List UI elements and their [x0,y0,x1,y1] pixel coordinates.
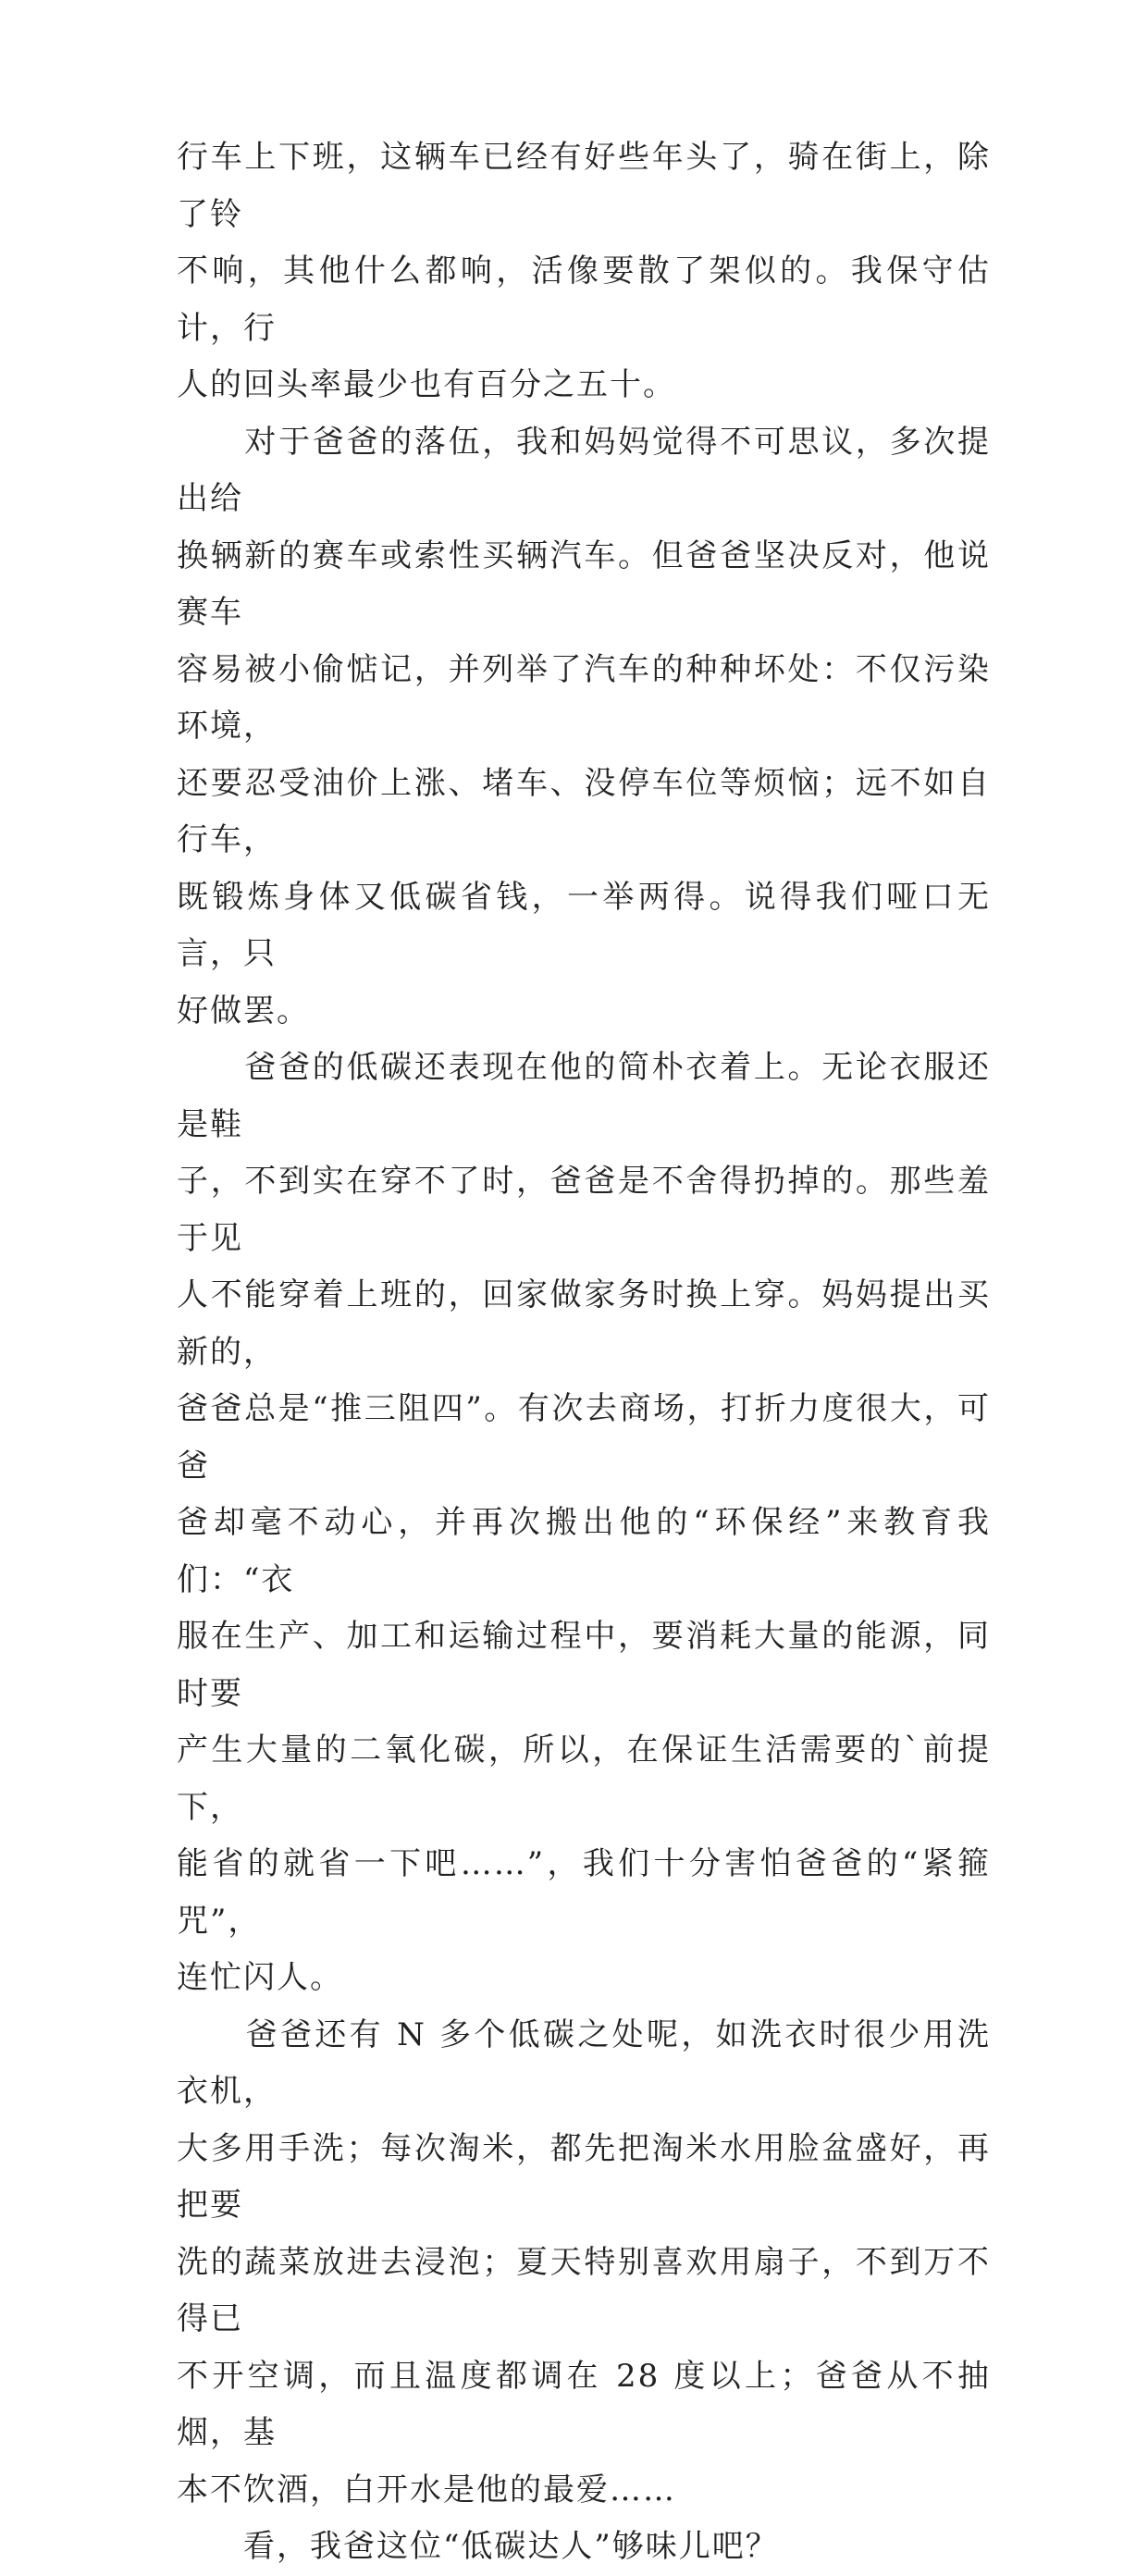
paragraph-3: 爸爸的低碳还表现在他的简朴衣着上。无论衣服还是鞋 子，不到实在穿不了时，爸爸是不舍得扔掉的。那些羞于见 人不能穿着上班的，回家做家务时换上穿。妈妈提出买新的， 爸爸总是“推三阻四”。有次去商场，打折力度很大，可爸 爸却毫不动心，并再次搬出他的“环保经”来教育我们：“衣 服在生产、加工和运输过程中，要消耗大量的能源，同时要 产生大量的二氧化碳，所以，在保证生活需要的`前提下， 能省的就省一下吧……”，我们十分害怕爸爸的“紧箍咒”， 连忙闪人。 [177,1049,991,1996]
paragraph-2: 对于爸爸的落伍，我和妈妈觉得不可思议，多次提出给 换辆新的赛车或索性买辆汽车。但爸爸坚决反对，他说赛车 容易被小偷惦记，并列举了汽车的种种坏处：不仅污染环境， 还要忍受油价上涨、堵车、没停车位等烦恼；远不如自行车， 既锻炼身体又低碳省钱，一举两得。说得我们哑口无言，只 好做罢。 [177,423,991,1029]
paragraph-4: 爸爸还有 N 多个低碳之处呢，如洗衣时很少用洗衣机， 大多用手洗；每次淘米，都先把淘米水用脸盆盛好，再把要 洗的蔬菜放进去浸泡；夏天特别喜欢用扇子，不到万不得已 不开空调，而且温度都调在 28 度以上；爸爸从不抽烟，基 本不饮酒，白开水是他的最爱…… [177,2015,991,2508]
document-body [177,129,991,2576]
paragraph-1: 行车上下班，这辆车已经有好些年头了，骑在街上，除了铃 不响，其他什么都响，活像要散了架似的。我保守估计，行 人的回头率最少也有百分之五十。 [177,139,991,403]
paragraph-5: 看，我爸这位“低碳达人”够味儿吧？ [177,2528,779,2565]
